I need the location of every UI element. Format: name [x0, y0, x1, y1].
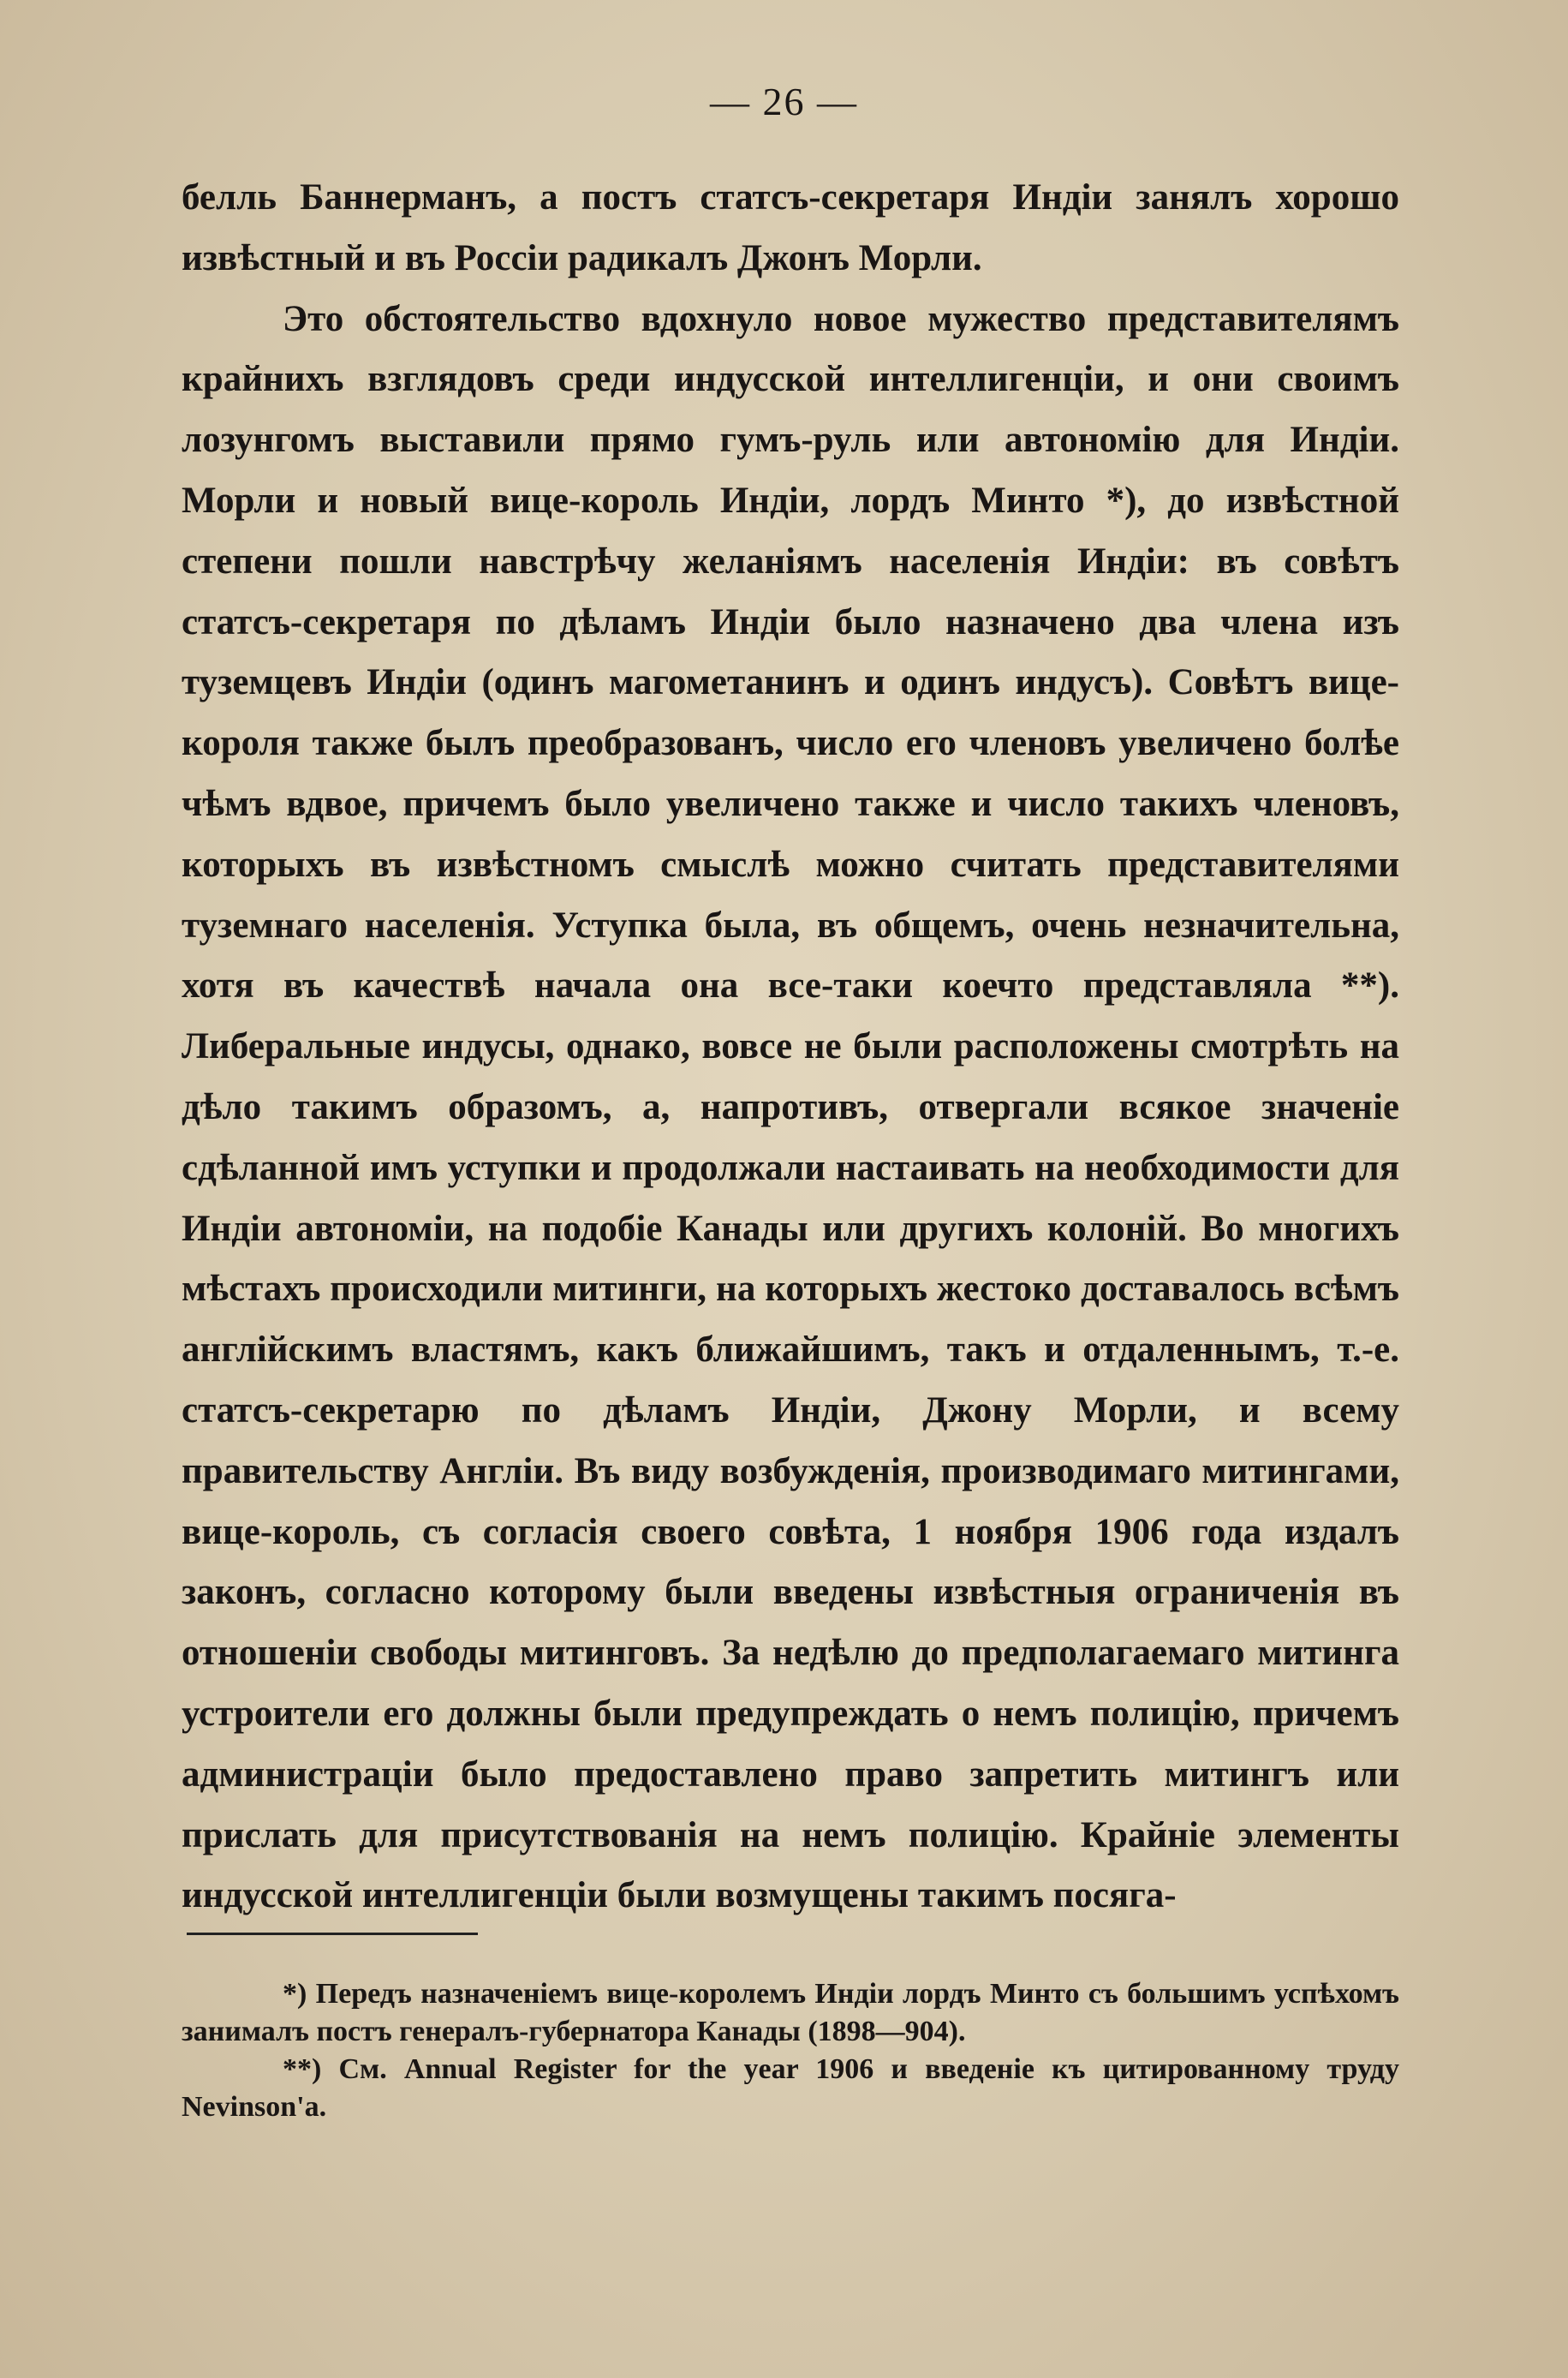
footnote-1: *) Передъ назначеніемъ вице-королемъ Индіи лордъ Минто съ большимъ успѣхомъ занималъ постъ генералъ-губернатора Канады (1898—904).	[182, 1978, 1399, 2047]
paragraph: Это обстоятельство вдохнуло новое мужество представителямъ крайнихъ взглядовъ среди индусской интеллигенціи, и они своимъ лозунгомъ выставили прямо гумъ-руль или автономію для Индіи. Морли и новый вице-король Индіи, лордъ Минто *), до извѣстной степени пошли навстрѣчу желаніямъ населенія Индіи: въ совѣтъ статсъ-секретаря по дѣламъ Индіи было назначено два члена изъ туземцевъ Индіи (одинъ магометанинъ и одинъ индусъ). Совѣтъ вице-короля также былъ преобразованъ, число его членовъ увеличено болѣе чѣмъ вдвое, причемъ было увеличено также и число такихъ членовъ, которыхъ въ извѣстномъ смыслѣ можно считать представителями туземнаго населенія. Уступка была, въ общемъ, очень незначительна, хотя въ качествѣ начала она все-таки коечто представляла **). Либеральные индусы, однако, вовсе не были расположены смотрѣть на дѣло такимъ образомъ, а, напротивъ, отвергали всякое значеніе сдѣланной имъ уступки и продолжали настаивать на необходимости для Индіи автономіи, на подобіе Канады или другихъ колоній. Во многихъ мѣстахъ происходили митинги, на которыхъ жестоко доставалось всѣмъ англійскимъ властямъ, какъ ближайшимъ, такъ и отдаленнымъ, т.-е. статсъ-секретарю по дѣламъ Индіи, Джону Морли, и всему правительству Англіи. Въ виду возбужденія, производимаго митингами, вице-король, съ согласія своего совѣта, 1 ноября 1906 года издалъ законъ, согласно которому были введены извѣстныя ограниченія въ отношеніи свободы митинговъ. За недѣлю до предполагаемаго митинга устроители его должны были предупреждать о немъ полицію, причемъ администраціи было предоставлено право запретить митингъ или прислать для присутствованія на немъ полицію. Крайніе элементы индусской интеллигенціи были возмущены такимъ посяга-	[182, 298, 1399, 1916]
footnote-2: **) См. Annual Register for the year 1906 и введеніе къ цитированному труду Nevinson'a.	[182, 2053, 1399, 2123]
paragraph-continuation: белль Баннерманъ, а постъ статсъ-секретаря Индіи занялъ хорошо извѣстный и въ Россіи радикалъ Джонъ Морли.	[182, 177, 1399, 278]
body-text	[182, 168, 1399, 1927]
footnote-divider	[187, 1933, 478, 1935]
page-number: — 26 —	[710, 80, 858, 123]
footnotes	[182, 1975, 1399, 2126]
